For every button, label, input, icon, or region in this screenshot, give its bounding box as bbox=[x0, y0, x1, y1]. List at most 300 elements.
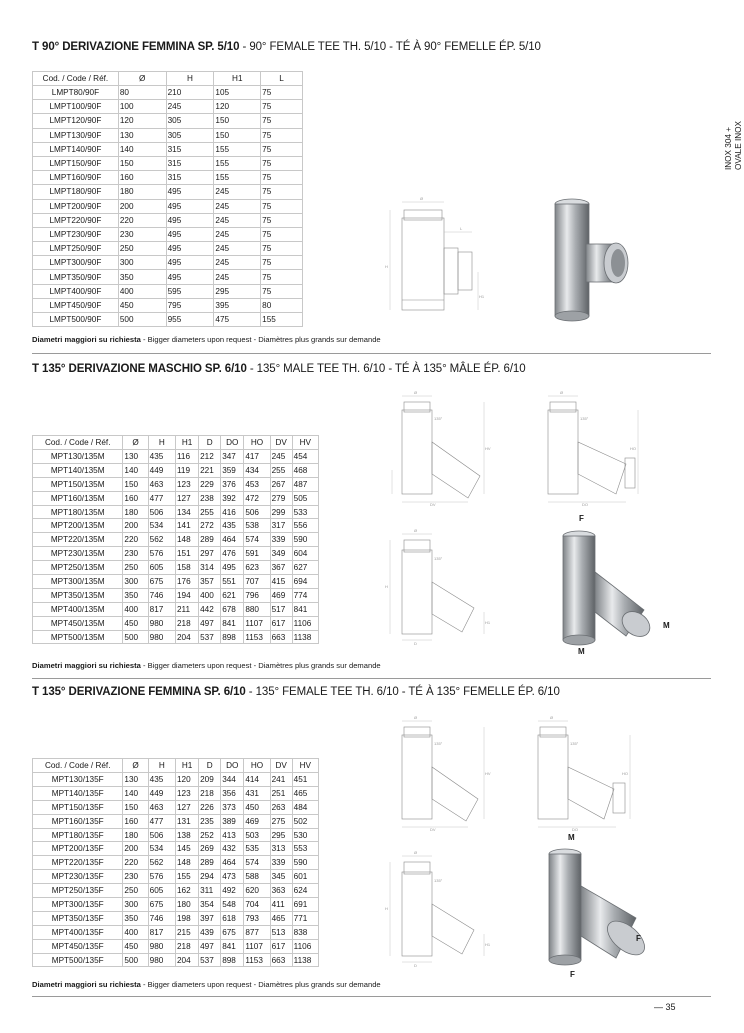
dimension-cell: 537 bbox=[199, 630, 221, 644]
dimension-cell: 200 bbox=[118, 199, 166, 213]
table-row bbox=[33, 298, 303, 312]
dimension-cell: 75 bbox=[261, 199, 303, 213]
product-code-cell: MPT150/135M bbox=[33, 477, 123, 491]
dimension-cell: 230 bbox=[123, 870, 148, 884]
svg-text:Ø: Ø bbox=[414, 850, 418, 855]
dimension-cell: 465 bbox=[292, 786, 318, 800]
dimension-cell: 150 bbox=[214, 114, 261, 128]
side-label-line1: INOX 304 + bbox=[724, 126, 733, 170]
dimension-cell: 275 bbox=[270, 814, 292, 828]
section1-drawing bbox=[380, 196, 490, 322]
product-code-cell: MPT350/135F bbox=[33, 911, 123, 925]
dimension-cell: 517 bbox=[270, 602, 292, 616]
product-code-cell: LMPT250/90F bbox=[33, 242, 119, 256]
svg-text:Ø: Ø bbox=[414, 715, 418, 720]
dimension-cell: 502 bbox=[292, 814, 318, 828]
dimension-cell: 1106 bbox=[292, 939, 318, 953]
dimension-cell: 495 bbox=[166, 256, 214, 270]
dimension-cell: 150 bbox=[123, 800, 148, 814]
dimension-cell: 495 bbox=[166, 213, 214, 227]
dimension-cell: 605 bbox=[148, 561, 175, 575]
dimension-cell: 150 bbox=[123, 477, 148, 491]
table-row bbox=[33, 856, 319, 870]
dimension-cell: 299 bbox=[270, 505, 292, 519]
dimension-cell: 595 bbox=[166, 284, 214, 298]
column-header: Ø bbox=[123, 436, 148, 450]
column-header: DO bbox=[221, 436, 244, 450]
dimension-cell: 576 bbox=[148, 870, 175, 884]
section2-drawing-b bbox=[530, 390, 640, 506]
product-code-cell: MPT160/135M bbox=[33, 491, 123, 505]
column-header: H1 bbox=[175, 436, 198, 450]
table-row bbox=[33, 870, 319, 884]
dimension-cell: 251 bbox=[270, 786, 292, 800]
dimension-cell: 411 bbox=[270, 898, 292, 912]
table-row bbox=[33, 505, 319, 519]
svg-text:H1: H1 bbox=[485, 942, 491, 947]
table-row bbox=[33, 602, 319, 616]
product-code-cell: LMPT80/90F bbox=[33, 86, 119, 100]
dimension-cell: 1107 bbox=[244, 616, 270, 630]
dimension-cell: 150 bbox=[118, 156, 166, 170]
dimension-cell: 389 bbox=[221, 814, 244, 828]
dimension-cell: 442 bbox=[199, 602, 221, 616]
product-code-cell: MPT180/135F bbox=[33, 828, 123, 842]
dimension-cell: 551 bbox=[221, 575, 244, 589]
table-row bbox=[33, 477, 319, 491]
svg-text:DO: DO bbox=[582, 502, 588, 507]
dimension-cell: 562 bbox=[148, 856, 175, 870]
table-row bbox=[33, 242, 303, 256]
section3-divider bbox=[32, 996, 711, 997]
product-code-cell: MPT130/135F bbox=[33, 773, 123, 787]
dimension-cell: 75 bbox=[261, 185, 303, 199]
dimension-cell: 464 bbox=[221, 856, 244, 870]
dimension-cell: 500 bbox=[118, 313, 166, 327]
product-code-cell: MPT450/135M bbox=[33, 616, 123, 630]
dimension-cell: 218 bbox=[175, 616, 198, 630]
dimension-cell: 315 bbox=[166, 156, 214, 170]
dimension-cell: 530 bbox=[292, 828, 318, 842]
section2-spec-table bbox=[32, 435, 319, 644]
dimension-cell: 134 bbox=[175, 505, 198, 519]
dimension-cell: 176 bbox=[175, 575, 198, 589]
dimension-cell: 898 bbox=[221, 630, 244, 644]
dimension-cell: 417 bbox=[244, 450, 270, 464]
product-code-cell: MPT200/135M bbox=[33, 519, 123, 533]
dimension-cell: 534 bbox=[148, 519, 175, 533]
dimension-cell: 339 bbox=[270, 533, 292, 547]
dimension-cell: 180 bbox=[123, 828, 148, 842]
table-header-row bbox=[33, 759, 319, 773]
dimension-cell: 221 bbox=[199, 463, 221, 477]
section2-label-m-branch: M bbox=[663, 621, 670, 630]
svg-text:HV: HV bbox=[485, 446, 491, 451]
dimension-cell: 357 bbox=[199, 575, 221, 589]
dimension-cell: 354 bbox=[199, 898, 221, 912]
dimension-cell: 1153 bbox=[244, 630, 270, 644]
dimension-cell: 817 bbox=[148, 925, 175, 939]
table-row bbox=[33, 463, 319, 477]
table-row bbox=[33, 114, 303, 128]
dimension-cell: 492 bbox=[221, 884, 244, 898]
dimension-cell: 497 bbox=[199, 939, 221, 953]
dimension-cell: 534 bbox=[148, 842, 175, 856]
dimension-cell: 841 bbox=[221, 939, 244, 953]
svg-text:135°: 135° bbox=[570, 741, 579, 746]
column-header: HO bbox=[244, 436, 270, 450]
product-code-cell: MPT500/135M bbox=[33, 630, 123, 644]
dimension-cell: 1106 bbox=[292, 616, 318, 630]
dimension-cell: 218 bbox=[199, 786, 221, 800]
dimension-cell: 449 bbox=[148, 786, 175, 800]
dimension-cell: 75 bbox=[261, 142, 303, 156]
column-header: HO bbox=[244, 759, 270, 773]
svg-text:H: H bbox=[385, 264, 388, 269]
dimension-cell: 317 bbox=[270, 519, 292, 533]
table-row bbox=[33, 142, 303, 156]
column-header: Ø bbox=[118, 72, 166, 86]
dimension-cell: 140 bbox=[123, 786, 148, 800]
dimension-cell: 245 bbox=[214, 270, 261, 284]
dimension-cell: 255 bbox=[270, 463, 292, 477]
table-row bbox=[33, 953, 319, 967]
dimension-cell: 484 bbox=[292, 800, 318, 814]
dimension-cell: 450 bbox=[123, 939, 148, 953]
dimension-cell: 793 bbox=[244, 911, 270, 925]
dimension-cell: 796 bbox=[244, 588, 270, 602]
dimension-cell: 230 bbox=[118, 227, 166, 241]
dimension-cell: 495 bbox=[166, 242, 214, 256]
product-code-cell: LMPT150/90F bbox=[33, 156, 119, 170]
dimension-cell: 618 bbox=[221, 911, 244, 925]
column-header: DV bbox=[270, 436, 292, 450]
dimension-cell: 980 bbox=[148, 953, 175, 967]
table-row bbox=[33, 128, 303, 142]
table-row bbox=[33, 842, 319, 856]
section3-drawing-a bbox=[384, 715, 494, 831]
section3-drawing-c bbox=[384, 850, 494, 968]
dimension-cell: 141 bbox=[175, 519, 198, 533]
dimension-cell: 345 bbox=[270, 870, 292, 884]
dimension-cell: 75 bbox=[261, 227, 303, 241]
svg-text:D: D bbox=[414, 641, 417, 646]
table-row bbox=[33, 616, 319, 630]
dimension-cell: 663 bbox=[270, 953, 292, 967]
dimension-cell: 495 bbox=[166, 199, 214, 213]
dimension-cell: 392 bbox=[221, 491, 244, 505]
dimension-cell: 435 bbox=[148, 450, 175, 464]
svg-text:DO: DO bbox=[572, 827, 578, 832]
dimension-cell: 155 bbox=[214, 142, 261, 156]
dimension-cell: 215 bbox=[175, 925, 198, 939]
dimension-cell: 400 bbox=[199, 588, 221, 602]
dimension-cell: 500 bbox=[123, 953, 148, 967]
dimension-cell: 495 bbox=[166, 185, 214, 199]
dimension-cell: 450 bbox=[123, 616, 148, 630]
dimension-cell: 464 bbox=[221, 533, 244, 547]
dimension-cell: 100 bbox=[118, 100, 166, 114]
dimension-cell: 180 bbox=[123, 505, 148, 519]
dimension-cell: 548 bbox=[221, 898, 244, 912]
dimension-cell: 397 bbox=[199, 911, 221, 925]
section2-label-f: F bbox=[579, 514, 584, 523]
dimension-cell: 556 bbox=[292, 519, 318, 533]
column-header: DV bbox=[270, 759, 292, 773]
dimension-cell: 123 bbox=[175, 786, 198, 800]
table-row bbox=[33, 519, 319, 533]
table-row bbox=[33, 547, 319, 561]
dimension-cell: 209 bbox=[199, 773, 221, 787]
dimension-cell: 226 bbox=[199, 800, 221, 814]
section1-divider bbox=[32, 353, 711, 354]
dimension-cell: 75 bbox=[261, 171, 303, 185]
dimension-cell: 162 bbox=[175, 884, 198, 898]
dimension-cell: 415 bbox=[270, 575, 292, 589]
table-row bbox=[33, 199, 303, 213]
dimension-cell: 75 bbox=[261, 100, 303, 114]
svg-text:L: L bbox=[460, 226, 463, 231]
dimension-cell: 210 bbox=[166, 86, 214, 100]
dimension-cell: 624 bbox=[292, 884, 318, 898]
dimension-cell: 158 bbox=[175, 561, 198, 575]
dimension-cell: 75 bbox=[261, 156, 303, 170]
column-header: D bbox=[199, 436, 221, 450]
dimension-cell: 344 bbox=[221, 773, 244, 787]
section2-drawing-c bbox=[384, 528, 494, 646]
product-code-cell: LMPT120/90F bbox=[33, 114, 119, 128]
dimension-cell: 450 bbox=[118, 298, 166, 312]
dimension-cell: 105 bbox=[214, 86, 261, 100]
dimension-cell: 295 bbox=[214, 284, 261, 298]
product-code-cell: LMPT160/90F bbox=[33, 171, 119, 185]
svg-text:H1: H1 bbox=[479, 294, 485, 299]
svg-text:H1: H1 bbox=[485, 620, 491, 625]
dimension-cell: 250 bbox=[118, 242, 166, 256]
dimension-cell: 339 bbox=[270, 856, 292, 870]
dimension-cell: 663 bbox=[270, 630, 292, 644]
dimension-cell: 487 bbox=[292, 477, 318, 491]
section2-title: T 135° DERIVAZIONE MASCHIO SP. 6/10 - 135° MALE TEE TH. 6/10 - TÉ À 135° MÂLE ÉP. 6/10 bbox=[32, 363, 526, 375]
dimension-cell: 350 bbox=[118, 270, 166, 284]
dimension-cell: 620 bbox=[244, 884, 270, 898]
dimension-cell: 506 bbox=[244, 505, 270, 519]
dimension-cell: 497 bbox=[199, 616, 221, 630]
dimension-cell: 151 bbox=[175, 547, 198, 561]
dimension-cell: 533 bbox=[292, 505, 318, 519]
section3-title: T 135° DERIVAZIONE FEMMINA SP. 6/10 - 135° FEMALE TEE TH. 6/10 - TÉ À 135° FEMELLE ÉP. 6/10 bbox=[32, 686, 560, 698]
dimension-cell: 220 bbox=[123, 856, 148, 870]
dimension-cell: 463 bbox=[148, 477, 175, 491]
product-code-cell: MPT140/135F bbox=[33, 786, 123, 800]
dimension-cell: 75 bbox=[261, 242, 303, 256]
svg-text:D: D bbox=[414, 963, 417, 968]
product-code-cell: MPT500/135F bbox=[33, 953, 123, 967]
product-code-cell: MPT250/135M bbox=[33, 561, 123, 575]
svg-text:DV: DV bbox=[430, 502, 436, 507]
dimension-cell: 980 bbox=[148, 939, 175, 953]
dimension-cell: 75 bbox=[261, 256, 303, 270]
table-row bbox=[33, 185, 303, 199]
dimension-cell: 454 bbox=[292, 450, 318, 464]
section1-note: Diametri maggiori su richiesta - Bigger diameters upon request - Diamètres plus grands sur demande bbox=[32, 335, 381, 344]
product-code-cell: LMPT450/90F bbox=[33, 298, 119, 312]
dimension-cell: 155 bbox=[175, 870, 198, 884]
dimension-cell: 75 bbox=[261, 213, 303, 227]
dimension-cell: 434 bbox=[244, 463, 270, 477]
dimension-cell: 294 bbox=[199, 870, 221, 884]
product-code-cell: LMPT100/90F bbox=[33, 100, 119, 114]
svg-text:135°: 135° bbox=[434, 556, 443, 561]
dimension-cell: 623 bbox=[244, 561, 270, 575]
dimension-cell: 75 bbox=[261, 86, 303, 100]
product-code-cell: MPT180/135M bbox=[33, 505, 123, 519]
product-code-cell: LMPT200/90F bbox=[33, 199, 119, 213]
dimension-cell: 513 bbox=[270, 925, 292, 939]
dimension-cell: 204 bbox=[175, 953, 198, 967]
section2-note: Diametri maggiori su richiesta - Bigger diameters upon request - Diamètres plus grands sur demande bbox=[32, 661, 381, 670]
dimension-cell: 439 bbox=[199, 925, 221, 939]
dimension-cell: 238 bbox=[199, 491, 221, 505]
column-header: H1 bbox=[175, 759, 198, 773]
dimension-cell: 160 bbox=[118, 171, 166, 185]
product-code-cell: LMPT500/90F bbox=[33, 313, 119, 327]
product-code-cell: MPT250/135F bbox=[33, 884, 123, 898]
dimension-cell: 245 bbox=[214, 227, 261, 241]
dimension-cell: 148 bbox=[175, 856, 198, 870]
dimension-cell: 198 bbox=[175, 911, 198, 925]
dimension-cell: 400 bbox=[123, 925, 148, 939]
dimension-cell: 155 bbox=[214, 156, 261, 170]
table-row bbox=[33, 773, 319, 787]
dimension-cell: 553 bbox=[292, 842, 318, 856]
table-row bbox=[33, 828, 319, 842]
product-code-cell: MPT160/135F bbox=[33, 814, 123, 828]
column-header: Ø bbox=[123, 759, 148, 773]
table-row bbox=[33, 575, 319, 589]
dimension-cell: 120 bbox=[118, 114, 166, 128]
svg-text:Ø: Ø bbox=[420, 196, 424, 201]
dimension-cell: 601 bbox=[292, 870, 318, 884]
column-header: H1 bbox=[214, 72, 261, 86]
dimension-cell: 506 bbox=[148, 505, 175, 519]
dimension-cell: 1138 bbox=[292, 953, 318, 967]
dimension-cell: 75 bbox=[261, 114, 303, 128]
svg-text:HV: HV bbox=[485, 771, 491, 776]
dimension-cell: 145 bbox=[175, 842, 198, 856]
column-header: H bbox=[148, 759, 175, 773]
dimension-cell: 245 bbox=[270, 450, 292, 464]
dimension-cell: 465 bbox=[270, 911, 292, 925]
table-row bbox=[33, 939, 319, 953]
dimension-cell: 263 bbox=[270, 800, 292, 814]
dimension-cell: 123 bbox=[175, 477, 198, 491]
dimension-cell: 675 bbox=[221, 925, 244, 939]
dimension-cell: 435 bbox=[148, 773, 175, 787]
product-code-cell: LMPT230/90F bbox=[33, 227, 119, 241]
dimension-cell: 432 bbox=[221, 842, 244, 856]
dimension-cell: 297 bbox=[199, 547, 221, 561]
dimension-cell: 449 bbox=[148, 463, 175, 477]
svg-text:HO: HO bbox=[622, 771, 628, 776]
svg-text:DV: DV bbox=[430, 827, 436, 832]
svg-text:135°: 135° bbox=[580, 416, 589, 421]
dimension-cell: 356 bbox=[221, 786, 244, 800]
product-code-cell: LMPT130/90F bbox=[33, 128, 119, 142]
dimension-cell: 300 bbox=[123, 575, 148, 589]
table-row bbox=[33, 884, 319, 898]
dimension-cell: 435 bbox=[221, 519, 244, 533]
section3-label-f-bottom: F bbox=[570, 970, 575, 979]
product-code-cell: MPT230/135F bbox=[33, 870, 123, 884]
dimension-cell: 495 bbox=[166, 270, 214, 284]
dimension-cell: 212 bbox=[199, 450, 221, 464]
dimension-cell: 138 bbox=[175, 828, 198, 842]
dimension-cell: 116 bbox=[175, 450, 198, 464]
dimension-cell: 617 bbox=[270, 939, 292, 953]
dimension-cell: 678 bbox=[221, 602, 244, 616]
dimension-cell: 450 bbox=[244, 800, 270, 814]
dimension-cell: 453 bbox=[244, 477, 270, 491]
dimension-cell: 295 bbox=[270, 828, 292, 842]
table-row bbox=[33, 256, 303, 270]
section2-label-m-bottom: M bbox=[578, 647, 585, 656]
page-number: — 35 bbox=[654, 1002, 676, 1012]
dimension-cell: 1153 bbox=[244, 953, 270, 967]
dimension-cell: 414 bbox=[244, 773, 270, 787]
table-row bbox=[33, 925, 319, 939]
section3-spec-table bbox=[32, 758, 319, 967]
dimension-cell: 841 bbox=[221, 616, 244, 630]
dimension-cell: 269 bbox=[199, 842, 221, 856]
product-code-cell: LMPT300/90F bbox=[33, 256, 119, 270]
dimension-cell: 180 bbox=[118, 185, 166, 199]
dimension-cell: 877 bbox=[244, 925, 270, 939]
dimension-cell: 588 bbox=[244, 870, 270, 884]
dimension-cell: 463 bbox=[148, 800, 175, 814]
dimension-cell: 359 bbox=[221, 463, 244, 477]
dimension-cell: 469 bbox=[270, 588, 292, 602]
dimension-cell: 627 bbox=[292, 561, 318, 575]
table-row bbox=[33, 156, 303, 170]
dimension-cell: 160 bbox=[123, 491, 148, 505]
dimension-cell: 155 bbox=[214, 171, 261, 185]
table-row bbox=[33, 898, 319, 912]
dimension-cell: 255 bbox=[199, 505, 221, 519]
dimension-cell: 416 bbox=[221, 505, 244, 519]
dimension-cell: 120 bbox=[175, 773, 198, 787]
svg-text:Ø: Ø bbox=[414, 528, 418, 533]
dimension-cell: 279 bbox=[270, 491, 292, 505]
dimension-cell: 604 bbox=[292, 547, 318, 561]
dimension-cell: 305 bbox=[166, 128, 214, 142]
svg-text:135°: 135° bbox=[434, 416, 443, 421]
dimension-cell: 413 bbox=[221, 828, 244, 842]
dimension-cell: 220 bbox=[123, 533, 148, 547]
table-row bbox=[33, 227, 303, 241]
section2-product-photo bbox=[554, 528, 650, 650]
dimension-cell: 289 bbox=[199, 856, 221, 870]
dimension-cell: 350 bbox=[123, 911, 148, 925]
dimension-cell: 120 bbox=[214, 100, 261, 114]
dimension-cell: 472 bbox=[244, 491, 270, 505]
section3-label-f-branch: F bbox=[636, 934, 641, 943]
product-code-cell: MPT220/135M bbox=[33, 533, 123, 547]
svg-text:135°: 135° bbox=[434, 741, 443, 746]
dimension-cell: 980 bbox=[148, 616, 175, 630]
product-code-cell: MPT130/135M bbox=[33, 450, 123, 464]
table-row bbox=[33, 533, 319, 547]
